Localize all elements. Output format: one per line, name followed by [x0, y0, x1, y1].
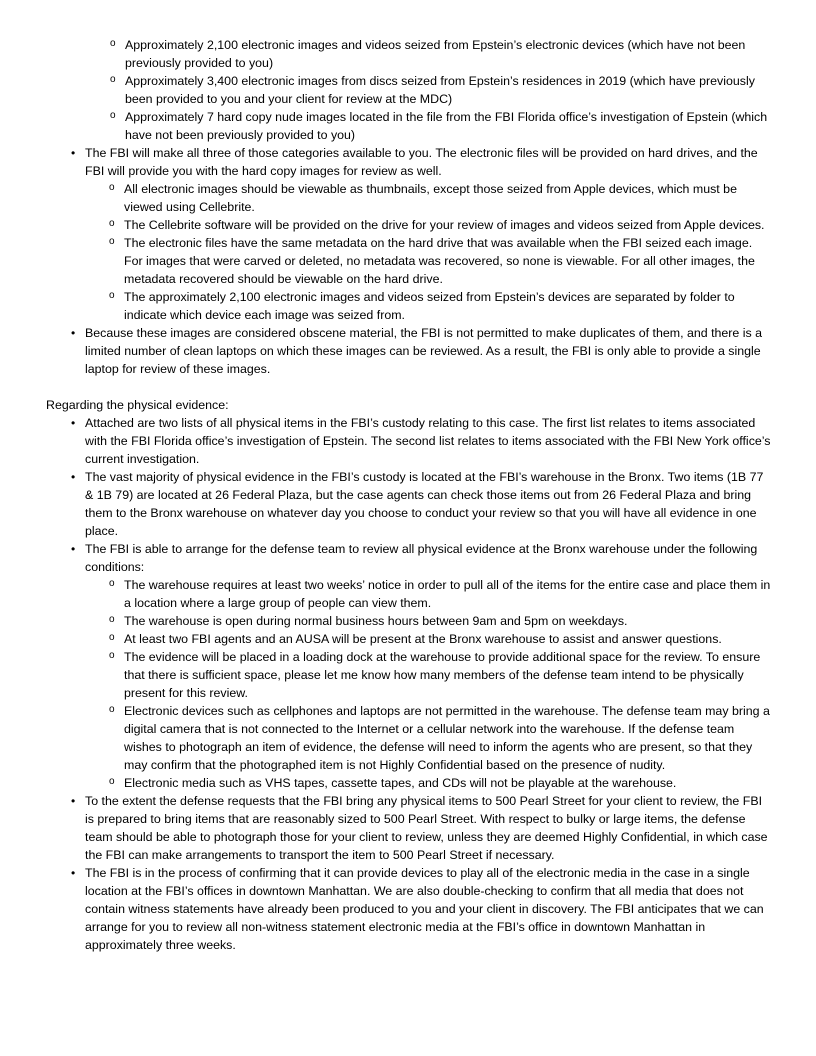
list-item: o All electronic images should be viewable as thumbnails, except those seized from Apple devices, which must be viewed using Cellebrite. [124, 180, 772, 216]
list-item [85, 414, 772, 468]
list-item: o The evidence will be placed in a loading dock at the warehouse to provide additional space for the review. To ensure that there is sufficient space, please let me know how many members of the defense team intend to be physically present for this review. [124, 648, 772, 702]
list-item: o Approximately 2,100 electronic images and videos seized from Epstein’s electronic devices (which have not been previously provided to you) [125, 36, 772, 72]
physical-evidence-bullets [46, 414, 772, 954]
list-item: o The warehouse requires at least two weeks’ notice in order to pull all of the items for the entire case and place them in a location where a large group of people can view them. [124, 576, 772, 612]
list-item: o The warehouse is open during normal business hours between 9am and 5pm on weekdays. [124, 612, 772, 630]
list-item [85, 864, 772, 954]
list-item: o At least two FBI agents and an AUSA will be present at the Bronx warehouse to assist and answer questions. [124, 630, 772, 648]
bullet-text: The FBI is able to arrange for the defense team to review all physical evidence at the Bronx warehouse under the following conditions: [85, 542, 758, 574]
bullet-text: Attached are two lists of all physical items in the FBI’s custody relating to this case. The first list relates to items associated with the FBI Florida office’s investigation of Epstein. The second list relates to items associated with the FBI New York office’s current investigation. [85, 416, 771, 466]
list-item: o Electronic media such as VHS tapes, cassette tapes, and CDs will not be playable at the warehouse. [124, 774, 772, 792]
list-item: o Approximately 7 hard copy nude images located in the file from the FBI Florida office’s investigation of Epstein (which have not been previously provided to you) [125, 108, 772, 144]
bullet-text: The vast majority of physical evidence in the FBI’s custody is located at the FBI’s warehouse in the Bronx. Two items (1B 77 & 1B 79) are located at 26 Federal Plaza, but the case agents can check those items out from 26 Federal Plaza and bring them to the Bronx warehouse on whatever day you choose to conduct your review so that you will have all evidence in one place. [85, 470, 764, 538]
list-item [85, 540, 772, 792]
electronic-images-bullets [46, 144, 772, 378]
bullet-text: The FBI will make all three of those categories available to you. The electronic files will be provided on hard drives, and the FBI will provide you with the hard copy images for review as well. [85, 146, 758, 178]
bullet-text: To the extent the defense requests that the FBI bring any physical items to 500 Pearl Street for your client to review, the FBI is prepared to bring items that are reasonably sized to 500 Pearl Street. With respect to bulky or large items, the defense team should be able to photograph those for your client to review, unless they are deemed Highly Confidential, in which case the FBI can make arrangements to transport the item to 500 Pearl Street if necessary. [85, 794, 768, 862]
sub-list [85, 576, 772, 792]
list-item: o The electronic files have the same metadata on the hard drive that was available when the FBI seized each image. For images that were carved or deleted, no metadata was recovered, so none is viewable. For all other images, the metadata recovered should be viewable on the hard drive. [124, 234, 772, 288]
image-categories-list [46, 36, 772, 144]
list-item [85, 468, 772, 540]
sub-list [85, 180, 772, 324]
bullet-text: Because these images are considered obscene material, the FBI is not permitted to make duplicates of them, and there is a limited number of clean laptops on which these images can be reviewed. As a result, the FBI is only able to provide a single laptop for review of these images. [85, 326, 763, 376]
list-item [85, 324, 772, 378]
section-heading: Regarding the physical evidence: [46, 398, 229, 412]
list-item: o The Cellebrite software will be provided on the drive for your review of images and videos seized from Apple devices. [124, 216, 772, 234]
list-item: o Approximately 3,400 electronic images from discs seized from Epstein’s residences in 2019 (which have previously been provided to you and your client for review at the MDC) [125, 72, 772, 108]
list-item [85, 792, 772, 864]
list-item: o The approximately 2,100 electronic images and videos seized from Epstein’s devices are separated by folder to indicate which device each image was seized from. [124, 288, 772, 324]
list-item [85, 144, 772, 324]
list-item: o Electronic devices such as cellphones and laptops are not permitted in the warehouse. The defense team may bring a digital camera that is not connected to the Internet or a cellular network into the warehouse. If the defense team wishes to photograph an item of evidence, the defense will need to inform the agents who are present, so that they may confirm that the photographed item is not Highly Confidential based on the presence of nudity. [124, 702, 772, 774]
bullet-text: The FBI is in the process of confirming that it can provide devices to play all of the electronic media in the case in a single location at the FBI’s offices in downtown Manhattan. We are also double-checking to confirm that all media that does not contain witness statements have already been produced to you and your client in discovery. The FBI anticipates that we can arrange for you to review all non-witness statement electronic media at the FBI’s office in downtown Manhattan in approximately three weeks. [85, 866, 764, 952]
